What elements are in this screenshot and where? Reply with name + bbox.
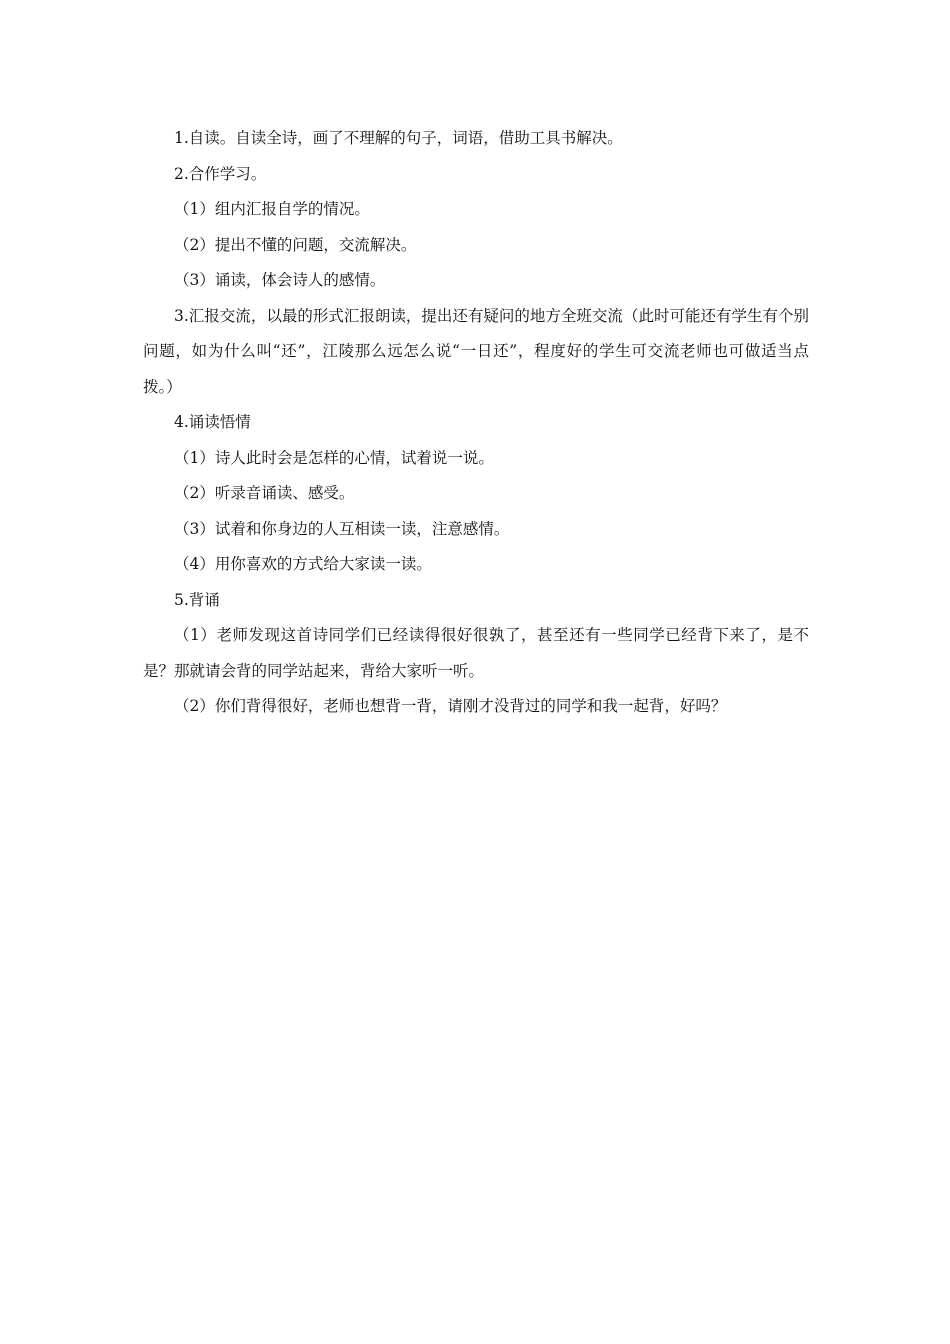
paragraph-step-1: 1.自读。自读全诗，画了不理解的句子，词语，借助工具书解决。 <box>174 129 623 147</box>
paragraph-step-4: 4.诵读悟情 <box>174 413 251 431</box>
paragraph-step-5-1: （1）老师发现这首诗同学们已经读得很好很孰了，甚至还有一些同学已经背下来了，是不是？那就请会背的同学站起来，背给大家听一听。 <box>143 626 809 680</box>
paragraph-step-4-1: （1）诗人此时会是怎样的心情，试着说一说。 <box>174 448 494 467</box>
paragraph-step-2-2: （2）提出不懂的问题，交流解决。 <box>174 235 417 254</box>
paragraph-step-4-4: （4）用你喜欢的方式给大家读一读。 <box>174 555 432 573</box>
paragraph-step-4-3: （3）试着和你身边的人互相读一读，注意感情。 <box>174 519 510 538</box>
paragraph-step-5: 5.背诵 <box>174 590 220 609</box>
paragraph-step-4-2: （2）听录音诵读、感受。 <box>174 484 355 502</box>
paragraph-step-5-2: （2）你们背得很好，老师也想背一背，请刚才没背过的同学和我一起背，好吗？ <box>174 697 727 715</box>
paragraph-step-2-3: （3）诵读，体会诗人的感情。 <box>174 271 386 289</box>
paragraph-step-2-1: （1）组内汇报自学的情况。 <box>174 200 370 218</box>
paragraph-step-3: 3.汇报交流，以最的形式汇报朗读，提出还有疑问的地方全班交流（此时可能还有学生有个别问题，如为什么叫“还”，江陵那么远怎么说“一日还”，程度好的学生可交流老师也可做适当点拨。） <box>143 306 809 396</box>
paragraph-step-2: 2.合作学习。 <box>174 164 267 183</box>
document-body <box>143 121 809 725</box>
